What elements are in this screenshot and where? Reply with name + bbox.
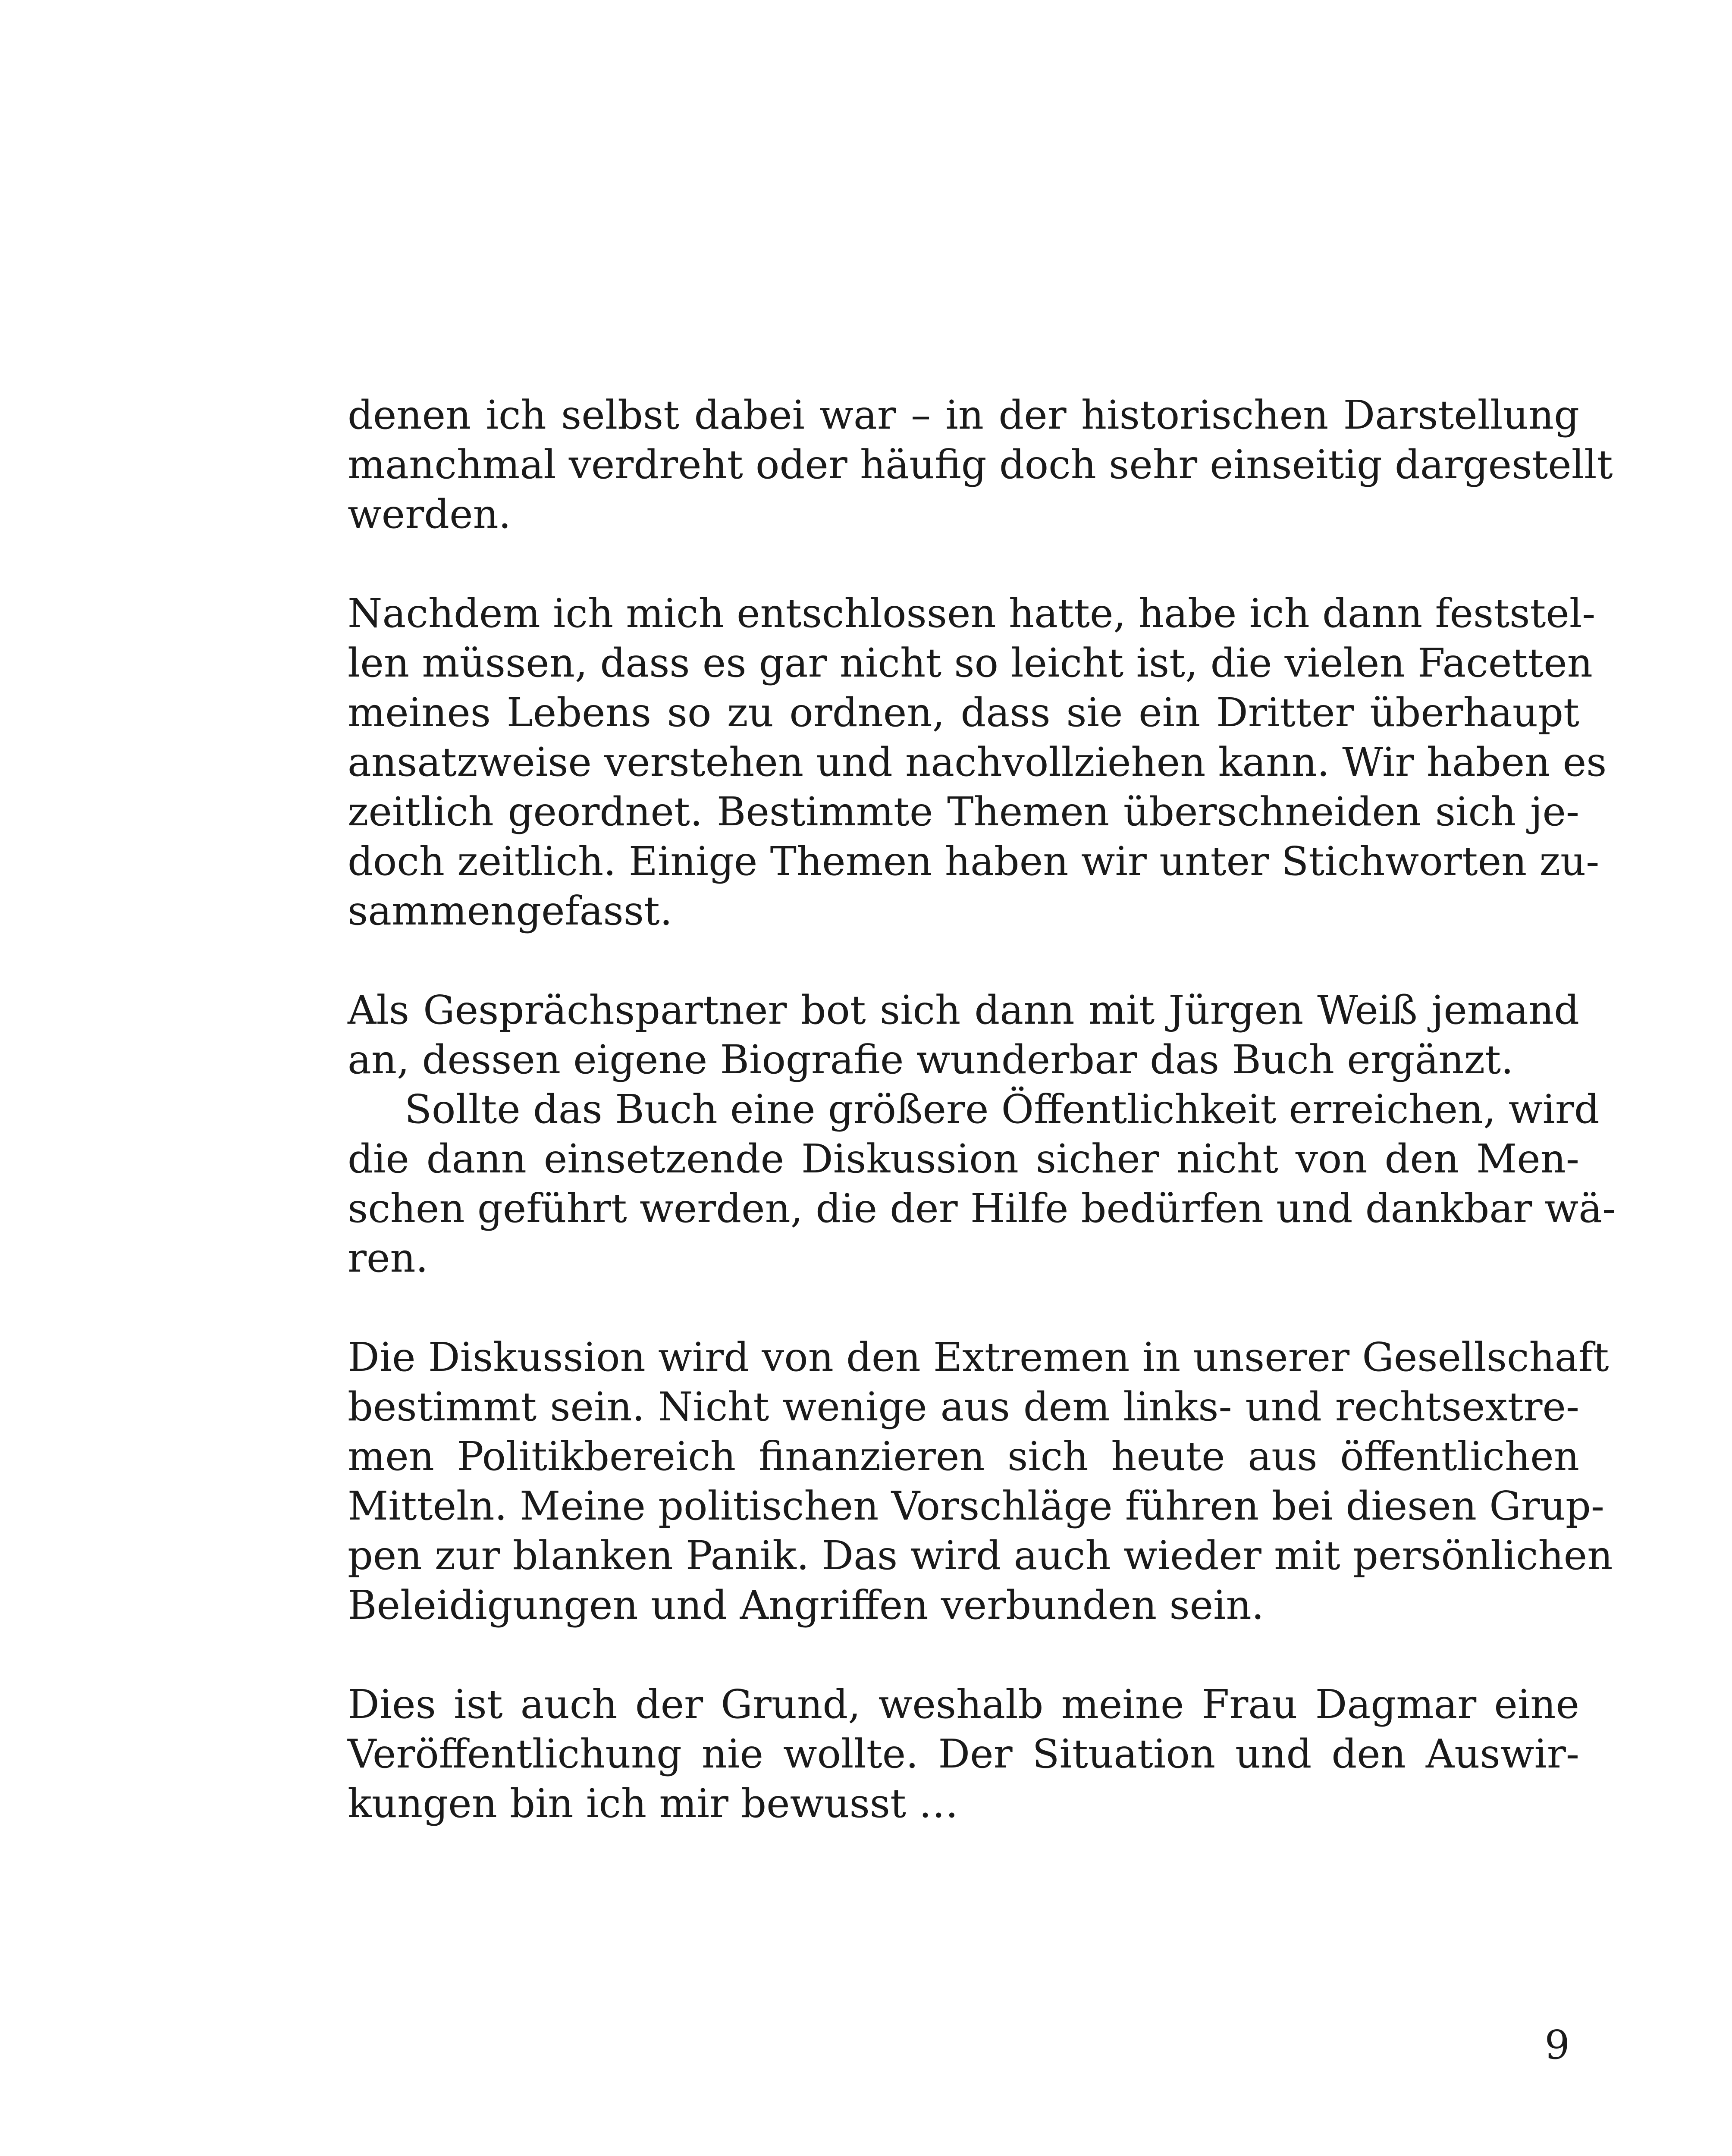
text-line: men Politikbereich finanzieren sich heute aus öffentlichen [348,1433,1579,1479]
text-line: werden. [348,491,511,537]
paragraph-4 [348,1084,1616,1283]
text-line: ren. [348,1235,428,1281]
text-line: Als Gesprächspartner bot sich dann mit Jürgen Weiß jemand [348,987,1579,1033]
paragraph-3 [348,985,1579,1084]
text-line: schen geführt werden, die der Hilfe bedürfen und dankbar wä- [348,1185,1616,1232]
paragraph-2 [348,589,1607,936]
text-line: Die Diskussion wird von den Extremen in unserer Gesellschaft [348,1334,1609,1380]
text-line: Nachdem ich mich entschlossen hatte, habe ich dann feststel- [348,590,1596,636]
text-line: pen zur blanken Panik. Das wird auch wieder mit persönlichen [348,1532,1613,1579]
text-line: bestimmt sein. Nicht wenige aus dem links- und rechtsextre- [348,1384,1579,1430]
text-line: ansatzweise verstehen und nachvollziehen kann. Wir haben es [348,739,1607,785]
paragraph-6 [348,1680,1579,1828]
paragraph-spacer [348,539,1579,589]
text-line: kungen bin ich mir bewusst … [348,1780,959,1827]
paragraph-5 [348,1332,1613,1630]
text-line: len müssen, dass es gar nicht so leicht ist, die vielen Facetten [348,640,1593,686]
text-line: die dann einsetzende Diskussion sicher nicht von den Men- [348,1136,1579,1182]
page-number: 9 [1544,2022,1570,2068]
paragraph-spacer [348,1283,1579,1332]
text-line: Veröffentlichung nie wollte. Der Situation und den Auswir- [348,1731,1579,1777]
text-line: denen ich selbst dabei war – in der historischen Darstellung [348,392,1579,438]
text-line: doch zeitlich. Einige Themen haben wir unter Stichworten zu- [348,838,1600,884]
body-text [348,390,1616,1828]
text-line: zeitlich geordnet. Bestimmte Themen überschneiden sich je- [348,789,1579,835]
text-line: sammengefasst. [348,888,673,934]
paragraph-spacer [348,1630,1579,1680]
text-line: Mitteln. Meine politischen Vorschläge führen bei diesen Grup- [348,1483,1604,1529]
text-line: meines Lebens so zu ordnen, dass sie ein Dritter überhaupt [348,689,1579,736]
text-line: Sollte das Buch eine größere Öffentlichkeit erreichen, wird [405,1086,1600,1132]
paragraph-1 [348,390,1613,539]
text-line: manchmal verdreht oder häufig doch sehr einseitig dargestellt [348,442,1613,488]
paragraph-spacer [348,936,1579,985]
text-line: an, dessen eigene Biografie wunderbar das Buch ergänzt. [348,1037,1514,1083]
text-line: Beleidigungen und Angriffen verbunden sein. [348,1582,1264,1628]
text-line: Dies ist auch der Grund, weshalb meine Frau Dagmar eine [348,1681,1579,1727]
